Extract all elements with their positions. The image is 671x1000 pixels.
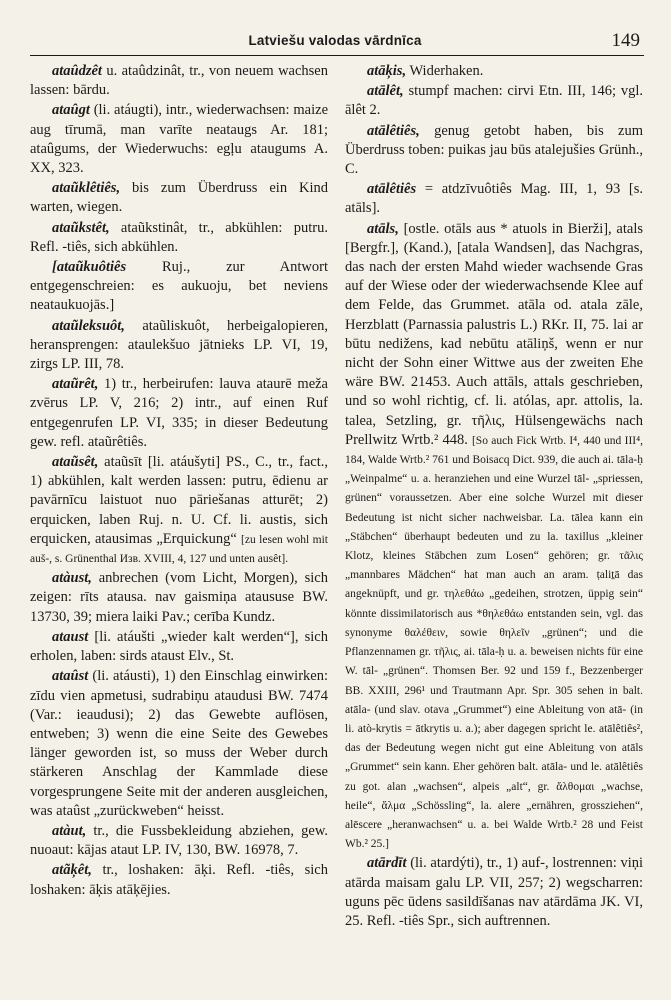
entry-definition: [li. atáušti „wieder kalt werden“], sich erholen, laben: sirds ataust Elv., St. [30, 628, 328, 665]
entry-definition: ataũsīt [li. atáušyti] PS., C., tr., fact., 1) abkühlen, kalt werden lassen: putru, ēdienu ar pavārnīcu laistuot nuo pāriešanas atturēt; 2) erquicken, laben Ruj. n. U. Cf. li. austis, sich erquicken, atausimas „Erquickung“ [30, 454, 328, 547]
entry-headword: ataũrêt, [52, 376, 99, 393]
dictionary-entry [30, 667, 328, 821]
entry-definition: (li. atáugti), intr., wiederwachsen: maize aug tīrumā, man varīte neataugs Ar. 181; ataûgums, der Wiederwuchs: egļu ataugums A. XX, 323. [30, 102, 328, 177]
entry-definition: u. ataûdzinât, tr., von neuem wachsen lassen: bārdu. [30, 63, 328, 99]
entry-headword: atārdīt [367, 855, 407, 872]
entry-headword: ataust [52, 628, 89, 645]
entry-definition: Ruj., zur Antwort entgegenschreien: es aukuoju, bet neviens neataukuojās.] [30, 259, 328, 314]
dictionary-entry [345, 62, 643, 81]
entry-headword: atàust, [52, 570, 92, 587]
entry-headword: ataũkstêt, [52, 219, 110, 236]
dictionary-entry [345, 180, 643, 218]
page-number: 149 [611, 30, 640, 51]
entry-definition: bis zum Überdruss ein Kind warten, wiegen. [30, 180, 328, 216]
entry-headword: atāķis, [367, 63, 407, 79]
entry-definition: (li. atáusti), 1) den Einschlag einwirken: zīdu vien apmetusi, sudrabiņu ataudusi BW. 7474 (Var.: ieaudusi); 2) das Gewebte auflösen, entweben; 3) wenn die eine Seite des Gewebes länger geworden ist, so muss der Weber durch stärkeren Anschlag der Kammlade diese vorgesprungene Seite mit der anderen ausgleichen, was ataûst „zurückweben“ heisst. [30, 668, 328, 819]
entry-headword: ataûgt [52, 102, 90, 119]
dictionary-entry [30, 317, 328, 375]
entry-definition: ataũliskuôt, herbeigalopieren, heransprengen: ataulekšuo jātnieks LP. VI, 19, zirgs LP. III, 78. [30, 317, 328, 373]
dictionary-entry [345, 82, 643, 120]
dictionary-entry [30, 219, 328, 257]
dictionary-entry [30, 101, 328, 178]
entry-headword: atãķêt, [52, 862, 92, 879]
entry-headword: ataûdzêt [52, 63, 102, 79]
dictionary-entry [30, 453, 328, 568]
dictionary-entry [345, 220, 643, 854]
entry-definition: = atdzīvuôtiês Mag. III, 1, 93 [s. atāls]. [345, 181, 643, 217]
entry-definition: Widerhaken. [409, 63, 484, 79]
entry-definition: tr., die Fussbekleidung abziehen, gew. nuoaut: kājas ataut LP. IV, 130, BW. 16978, 7. [30, 822, 328, 859]
entry-note: [zu lesen wohl mit auš-, s. Grünenthal Изв. XVIII, 4, 127 und unten ausêt]. [30, 533, 328, 566]
entry-definition: ataũkstinât, tr., abkühlen: putru. Refl. -tiês, sich abkühlen. [30, 219, 328, 255]
entry-headword: atālêtiês [367, 181, 417, 198]
entry-definition: anbrechen (vom Licht, Morgen), sich zeigen: rīts atausa. nav gaismiņa ataususe BW. 13730, 39; miera laiki Pav.; cerība Kundz. [30, 570, 328, 625]
dictionary-entry [30, 62, 328, 100]
entry-headword: ataũsêt, [52, 454, 99, 471]
dictionary-entry [30, 258, 328, 316]
entry-definition: (li. atardýti), tr., 1) auf-, lostrennen: viņi atārda maisam galu LP. VII, 257; 2) wegscharren: uguns pēc ūdens sasildīšanas nav atārdāma JK. VI, 25. Refl. -tiês Spr., sich auftrennen. [345, 855, 643, 929]
entry-definition: [ostle. otāls aus * atuols in Bierži], atals [Bergfr.], (Kand.), [atala Wandsen], das Nachgras, das nach der ersten Mahd wieder wachsende Gras auf der Wiese oder der wiederwachsende Klee auf dem Felde, das Grummet. atāla od. atala zāle, Herzblatt (Parnassia palustris L.) RKr. II, 75. lai ar būtu nedižens, kad nebūtu atāliņš, wenn er nur nicht der Sohn einer Wittwe aus der zweiten Ehe wäre BW. 21453. Auch attāls, attals geschrieben, und so wohl richtig, cf. li. atólas, apr. attolis, la. talea, Setzling, gr. τῆλις, Hülsengewächs nach Prellwitz Wrtb.² 448. [345, 220, 643, 448]
entry-definition: genug getobt haben, bis zum Überdruss toben: puikas jau būs atalejušies Grünh., C. [345, 122, 643, 178]
entry-headword: atālêt, [367, 83, 404, 100]
dictionary-entry [30, 628, 328, 666]
entry-headword: atàut, [52, 822, 87, 839]
entry-headword: ataũklêtiês, [52, 180, 121, 197]
dictionary-entry [30, 375, 328, 452]
entry-note: [So auch Fick Wrtb. I⁴, 440 und III⁴, 184, Walde Wrtb.² 761 und Boisacq Dict. 939, die auch ai. tāla-ḥ „Weinpalme“ u. a. heranziehen und eine Wurzel tāl- „spriessen, grünen“ voraussetzen. Aber eine solche Wurzel mit dieser Bedeutung ist nicht sicher nachweisbar. La. tālea kann ein „Stäbchen“ überhaupt bedeuten und zu la. taxillus „kleiner Klotz, kleines Stäbchen zum Losen“ gehören; gr. τᾶλις „mannbares Mädchen“ hat man auch an aram. ṭaliṯā das angeknüpft, und gr. τηλεθάω „gedeihen, strotzen, üppig sein“ könnte dissimilatorisch aus *θηλεθάω entstanden sein, vgl. das synonyme θαλέθειν, sowie θηλεῖν „grünen“; und die Pflanzennamen gr. τῆλις, ai. tāla-ḥ u. a. beweisen nichts für eine W. tāl- „grünen“. Thomsen Ber. 92 und 159 f., Bezzenberger BB. XXIII, 296¹ und Trautmann Apr. Spr. 305 sehen in balt. atāla- (und slav. otava „Grummet“) eine Ableitung von atā- (in li. atò-krytis = ātkrytis u. a.); aber dagegen spricht le. atālêtiês², das der Bedeutung wegen nicht gut eine Ableitung von atāls „Grummet“ sein kann. Eher gehören balt. atāla- und le. atālêtiês zu got. alan „wachsen“, alpeis „alt“, gr. ἄλθομαι „wachse, heile“, ἄλμα „Schössling“, la. alere „ernähren, grossziehen“, alēscere „heranwachsen“ u. a. bei Walde Wrtb.² 28 und Feist Wb.² 25.] [345, 434, 643, 851]
entry-headword: [ataũkuôtiês [52, 259, 127, 276]
left-column [30, 62, 328, 992]
dictionary-title: Latviešu valodas vārdnīca [248, 33, 422, 48]
header-rule [30, 55, 644, 56]
right-column [345, 62, 643, 992]
dictionary-entry [30, 179, 328, 217]
entry-definition: stumpf machen: cirvi Etn. III, 146; vgl. ālêt 2. [345, 83, 643, 119]
dictionary-entry [345, 854, 643, 931]
entry-definition: tr., loshaken: āķi. Refl. -tiês, sich loshaken: āķis atāķējies. [30, 862, 328, 898]
dictionary-entry [30, 822, 328, 860]
entry-definition: 1) tr., herbeirufen: lauva ataurē meža zvērus LP. V, 216; 2) intr., auf einen Ruf entgegenrufen LP. VI, 335; in dieser Bedeutung gew. refl. ataũrêtiês. [30, 376, 328, 450]
entry-headword: atālêtiês, [367, 122, 420, 139]
dictionary-entry [345, 122, 643, 180]
page-header [30, 30, 640, 58]
dictionary-entry [30, 569, 328, 627]
entry-headword: ataûst [52, 668, 89, 685]
entry-headword: ataũleksuôt, [52, 317, 125, 334]
entry-headword: atāls, [367, 220, 399, 237]
dictionary-entry [30, 861, 328, 899]
